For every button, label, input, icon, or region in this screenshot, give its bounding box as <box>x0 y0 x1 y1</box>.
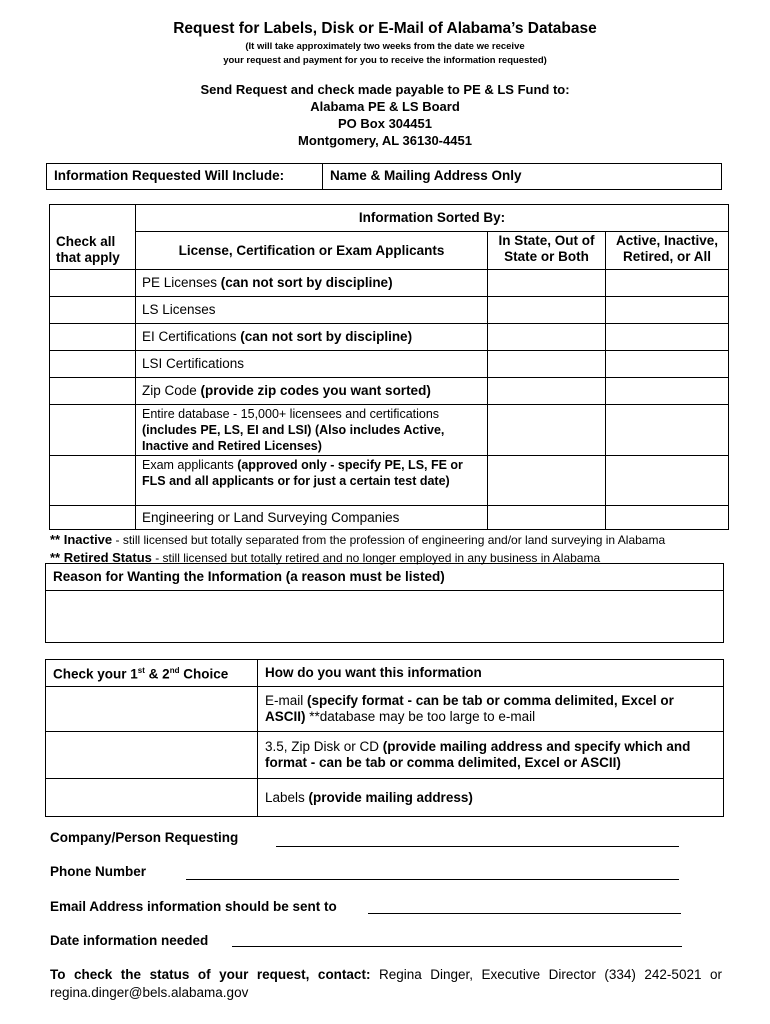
page-title: Request for Labels, Disk or E-Mail of Alabama’s Database <box>173 20 597 37</box>
contact-line: To check the status of your request, contact: Regina Dinger, Executive Director (334) 242-5021 or <box>50 967 722 982</box>
checkbox-cell[interactable] <box>50 270 136 297</box>
option-label: Entire database - 15,000+ licensees and certifications (includes PE, LS, EI and LSI) (Also includes Active, Inactive and Retired Licenses) <box>136 405 488 456</box>
header-note-line-1: (It will take approximately two weeks from the date we receive <box>245 41 525 52</box>
status-cell[interactable] <box>606 270 729 297</box>
choice-cell[interactable] <box>46 779 258 817</box>
checkbox-cell[interactable] <box>50 324 136 351</box>
choice-cell[interactable] <box>46 687 258 732</box>
option-label: Engineering or Land Surveying Companies <box>136 506 488 530</box>
table-row <box>46 687 724 732</box>
table-row <box>50 378 729 405</box>
mailing-city: Montgomery, AL 36130-4451 <box>298 133 472 148</box>
table-row <box>50 405 729 456</box>
status-column-header: Active, Inactive, Retired, or All <box>606 232 729 270</box>
method-label: 3.5, Zip Disk or CD (provide mailing address and specify which and format - can be tab or comma delimited, Excel or ASCII) <box>258 732 724 779</box>
reason-box <box>45 563 724 643</box>
state-cell[interactable] <box>488 351 606 378</box>
status-cell[interactable] <box>606 506 729 530</box>
phone-label: Phone Number <box>50 864 147 879</box>
state-cell[interactable] <box>488 405 606 456</box>
choice-column-header: Check your 1st & 2nd Choice <box>46 660 258 687</box>
info-requested-value: Name & Mailing Address Only <box>323 164 722 190</box>
date-label: Date information needed <box>50 933 209 948</box>
mailing-box: PO Box 304451 <box>338 116 432 131</box>
option-label: LSI Certifications <box>136 351 488 378</box>
contact-email[interactable]: regina.dinger@bels.alabama.gov <box>50 985 249 1000</box>
status-cell[interactable] <box>606 351 729 378</box>
state-cell[interactable] <box>488 324 606 351</box>
status-cell[interactable] <box>606 456 729 506</box>
checkbox-cell[interactable] <box>50 405 136 456</box>
state-cell[interactable] <box>488 297 606 324</box>
header-note-line-2: your request and payment for you to receive the information requested) <box>223 55 547 66</box>
state-cell[interactable] <box>488 270 606 297</box>
phone-input[interactable] <box>186 879 679 880</box>
applicants-column-header: License, Certification or Exam Applicants <box>136 232 488 270</box>
reason-label: Reason for Wanting the Information (a reason must be listed) <box>46 564 723 591</box>
sort-options-table <box>49 204 729 530</box>
table-row <box>46 732 724 779</box>
method-label: E-mail (specify format - can be tab or comma delimited, Excel or ASCII) **database may be too large to e-mail <box>258 687 724 732</box>
method-label: Labels (provide mailing address) <box>258 779 724 817</box>
inactive-note: ** Inactive - still licensed but totally separated from the profession of engineering and/or land surveying in Alabama <box>50 532 666 547</box>
status-cell[interactable] <box>606 378 729 405</box>
check-column-header <box>50 205 136 270</box>
status-cell[interactable] <box>606 297 729 324</box>
checkbox-cell[interactable] <box>50 351 136 378</box>
table-row <box>46 779 724 817</box>
option-label: Zip Code (provide zip codes you want sorted) <box>136 378 488 405</box>
company-label: Company/Person Requesting <box>50 830 239 845</box>
reason-input[interactable] <box>46 591 723 643</box>
table-row <box>50 297 729 324</box>
state-cell[interactable] <box>488 506 606 530</box>
sorted-by-header: Information Sorted By: <box>136 205 729 232</box>
status-notes <box>50 531 665 567</box>
table-row <box>50 456 729 506</box>
option-label: PE Licenses (can not sort by discipline) <box>136 270 488 297</box>
table-row <box>50 324 729 351</box>
delivery-method-table <box>45 659 724 817</box>
option-label: Exam applicants (approved only - specify PE, LS, FE or FLS and all applicants or for just a certain test date) <box>136 456 488 506</box>
retired-note: ** Retired Status - still licensed but totally retired and no longer employed in any business in Alabama <box>50 550 601 565</box>
email-input[interactable] <box>368 913 681 914</box>
status-cell[interactable] <box>606 324 729 351</box>
checkbox-cell[interactable] <box>50 456 136 506</box>
info-requested-table <box>46 163 722 190</box>
table-row <box>50 270 729 297</box>
checkbox-cell[interactable] <box>50 506 136 530</box>
check-all-label: Check all that apply <box>56 234 120 265</box>
option-label: EI Certifications (can not sort by discipline) <box>136 324 488 351</box>
table-row <box>50 351 729 378</box>
date-input[interactable] <box>232 946 682 947</box>
table-row <box>50 506 729 530</box>
email-label: Email Address information should be sent to <box>50 899 337 914</box>
checkbox-cell[interactable] <box>50 297 136 324</box>
state-column-header: In State, Out of State or Both <box>488 232 606 270</box>
checkbox-cell[interactable] <box>50 378 136 405</box>
state-cell[interactable] <box>488 456 606 506</box>
mailing-org: Alabama PE & LS Board <box>310 99 460 114</box>
company-input[interactable] <box>276 846 679 847</box>
info-requested-label: Information Requested Will Include: <box>47 164 323 190</box>
state-cell[interactable] <box>488 378 606 405</box>
mailing-intro: Send Request and check made payable to PE & LS Fund to: <box>200 82 570 97</box>
option-label: LS Licenses <box>136 297 488 324</box>
how-column-header: How do you want this information <box>258 660 724 687</box>
choice-cell[interactable] <box>46 732 258 779</box>
status-cell[interactable] <box>606 405 729 456</box>
